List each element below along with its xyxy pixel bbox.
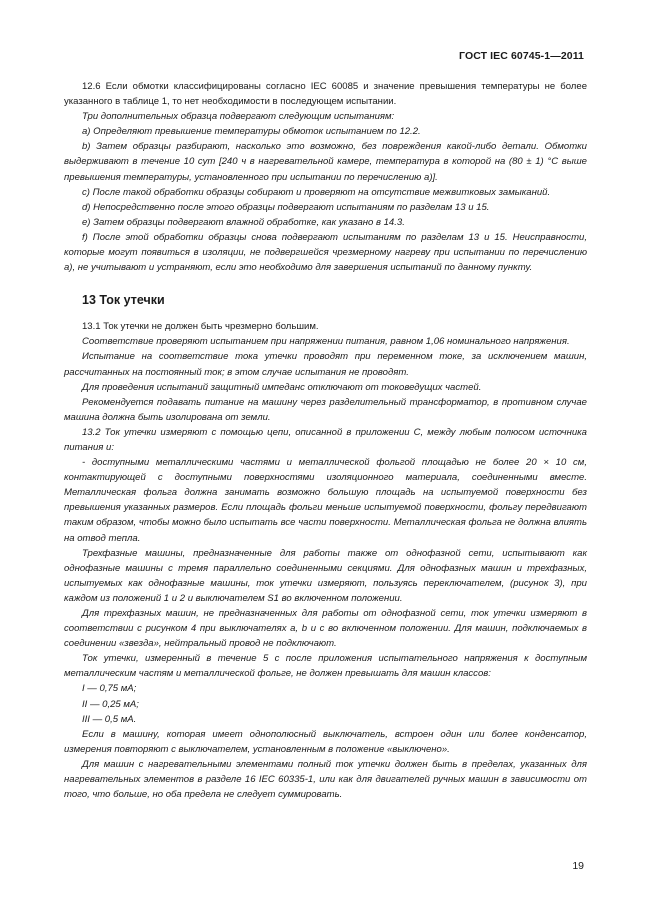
paragraph: Ток утечки, измеренный в течение 5 с после приложения испытательного напряжения к доступным металлическим частям и металлической фольге, не должен превышать для машин классов:: [64, 653, 587, 680]
paragraph: b) Затем образцы разбирают, насколько это возможно, без повреждения какой-либо детали. Обмотки выдерживают в течение 10 сут [240 ч в нагревательной камере, температура в которой на (80 ± 1) °С выше превышения температуры, установленного при испытании по перечислению а)].: [64, 141, 587, 183]
paragraph: c) После такой обработки образцы собирают и проверяют на отсутствие межвитковых замыканий.: [82, 186, 551, 198]
list-item: II — 0,25 мА;: [82, 698, 139, 710]
paragraph: - доступными металлическими частями и металлической фольгой площадью не более 20 × 10 см, контактирующей с доступными поверхностями изоляционного материала, соединенными вместе. Металлическая фольга должна занимать возможно большую площадь на испытуемой поверхности без превышения указанных размеров. Если площадь фольги меньше испытуемой поверхности, фольгу передвигают таким образом, чтобы можно было испытать все части поверхности. Металлическая фольга не должна влиять на отвод тепла.: [64, 457, 587, 544]
paragraph: Для трехфазных машин, не предназначенных для работы от однофазной сети, ток утечки измеряют в соответствии с рисунком 4 при выключателях а, b и с во включенном положении. Для машин, подключаемых в соединении «звезда», нейтральный провод не подключают.: [64, 608, 587, 650]
section-13-block: [64, 319, 587, 802]
paragraph: Для машин с нагревательными элементами полный ток утечки должен быть в пределах, указанных для нагревательных элементов в разделе 16 IEC 60335-1, или как для двигателей ручных машин в зависимости от того, что больше, но оба предела не следует суммировать.: [64, 758, 587, 801]
paragraph: 13.2 Ток утечки измеряют с помощью цепи, описанной в приложении С, между любым полюсом источника питания и:: [64, 426, 587, 453]
paragraph: Трехфазные машины, предназначенные для работы также от однофазной сети, испытывают как однофазные машины с тремя параллельно соединенными секциями. Для однофазных машин и трехфазных, испытуемых как однофазные машины, ток утечки измеряют, пользуясь переключателем, (рисунок 3), при каждом из положений 1 и 2 и выключателем S1 во включенном положении.: [64, 547, 587, 604]
list-item: I — 0,75 мА;: [82, 683, 137, 695]
paragraph: e) Затем образцы подвергают влажной обработке, как указано в 14.3.: [82, 216, 405, 228]
paragraph: 13.1 Ток утечки не должен быть чрезмерно большим.: [82, 321, 319, 333]
paragraph: Рекомендуется подавать питание на машину через разделительный трансформатор, в противном случае машина должна быть изолирована от земли.: [64, 396, 587, 423]
paragraph: Три дополнительных образца подвергают следующим испытаниям:: [82, 111, 395, 123]
paragraph: Испытание на соответствие тока утечки проводят при переменном токе, за исключением машин, рассчитанных на постоянный ток; в этом случае испытания не проводят.: [64, 351, 587, 378]
clause-12-6-block: [64, 79, 587, 275]
paragraph: Соответствие проверяют испытанием при напряжении питания, равном 1,06 номинального напряжения.: [82, 336, 570, 348]
document-header: ГОСТ IEC 60745-1—2011: [459, 50, 584, 62]
page-content: [64, 79, 587, 802]
section-title: 13 Ток утечки: [82, 293, 165, 308]
paragraph: d) Непосредственно после этого образцы подвергают испытаниям по разделам 13 и 15.: [82, 201, 490, 213]
paragraph: Для проведения испытаний защитный импеданс отключают от токоведущих частей.: [82, 381, 482, 393]
paragraph: f) После этой обработки образцы снова подвергают испытаниям по разделам 13 и 15. Неисправности, которые могут появиться в изоляции, не подвергшейся чрезмерному нагреву при испытании по перечислению а), не учитывают и устраняют, если это необходимо для завершения испытаний по данному пункту.: [64, 231, 587, 274]
paragraph: a) Определяют превышение температуры обмоток испытанием по 12.2.: [82, 126, 421, 138]
page-number: 19: [572, 860, 584, 872]
paragraph: Если в машину, которая имеет однополюсный выключатель, встроен один или более конденсатор, измерения повторяют с выключателем, установленным в положение «выключено».: [64, 728, 587, 755]
list-item: III — 0,5 мА.: [82, 713, 137, 725]
paragraph: 12.6 Если обмотки классифицированы согласно IEC 60085 и значение превышения температуры не более указанного в таблице 1, то нет необходимости в последующем испытании.: [64, 81, 587, 108]
